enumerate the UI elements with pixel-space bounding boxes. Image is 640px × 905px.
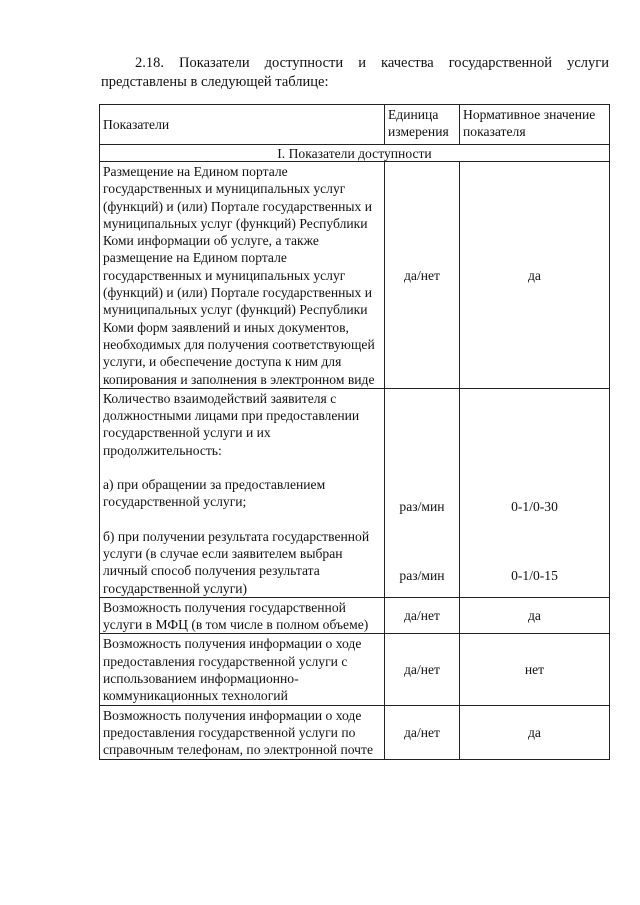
row-2a-unit: раз/мин: [399, 498, 445, 514]
row-2a-value: 0-1/0-30: [511, 498, 558, 514]
intro-line-1: 2.18. Показатели доступности и качества государственной услуги: [135, 55, 609, 71]
table-row: [100, 162, 610, 389]
row-2b-value: 0-1/0-15: [511, 567, 558, 583]
row-5-unit: да/нет: [385, 705, 460, 759]
row-1-unit: да/нет: [385, 162, 460, 389]
row-4-unit: да/нет: [385, 634, 460, 705]
table-row: [100, 634, 610, 705]
row-2-intro: Количество взаимодействий заявителя с должностными лицами при предоставлении государственной услуги и их продолжительность:: [103, 390, 360, 458]
row-2-indicator: [100, 388, 385, 597]
row-4-indicator: Возможность получения информации о ходе предоставления государственной услуги с использованием информационно-коммуникационных технологий: [100, 634, 385, 705]
row-1-indicator: Размещение на Едином портале государственных и муниципальных услуг (функций) и (или) Портале государственных и муниципальных услуг (функций) Республики Коми информации об услуге, а также размещение на Едином портале государственных и муниципальных услуг (функций) и (или) Портале государственных и муниципальных услуг (функций) Республики Коми форм заявлений и иных документов, необходимых для получения соответствующей услуги, и обеспечение доступа к ним для копирования и заполнения в электронном виде: [100, 162, 385, 389]
row-3-unit: да/нет: [385, 597, 460, 634]
intro-paragraph: [101, 54, 609, 92]
section-row: [100, 145, 610, 162]
row-2b-text: б) при получении результата государственной услуги (в случае если заявителем выбран личный способ получения результата государственной услуги): [103, 528, 370, 596]
row-2-unit-cell: [385, 388, 460, 597]
header-indicators: Показатели: [100, 105, 385, 145]
row-5-indicator: Возможность получения информации о ходе предоставления государственной услуги по справочным телефонам, по электронной почте: [100, 705, 385, 759]
row-3-indicator: Возможность получения государственной услуги в МФЦ (в том числе в полном объеме): [100, 597, 385, 634]
row-2a-text: а) при обращении за предоставлением государственной услуги;: [103, 477, 326, 510]
header-unit: Единица измерения: [385, 105, 460, 145]
table-row: [100, 388, 610, 597]
intro-line-2: представлены в следующей таблице:: [101, 74, 329, 90]
header-norm: Нормативное значение показателя: [460, 105, 610, 145]
row-1-value: да: [460, 162, 610, 389]
indicators-table: [99, 104, 610, 760]
row-2-value-cell: [460, 388, 610, 597]
table-header-row: [100, 105, 610, 145]
row-2b-unit: раз/мин: [399, 567, 445, 583]
table-row: [100, 597, 610, 634]
row-5-value: да: [460, 705, 610, 759]
row-4-value: нет: [460, 634, 610, 705]
section-title: I. Показатели доступности: [100, 145, 610, 162]
table-row: [100, 705, 610, 759]
row-3-value: да: [460, 597, 610, 634]
